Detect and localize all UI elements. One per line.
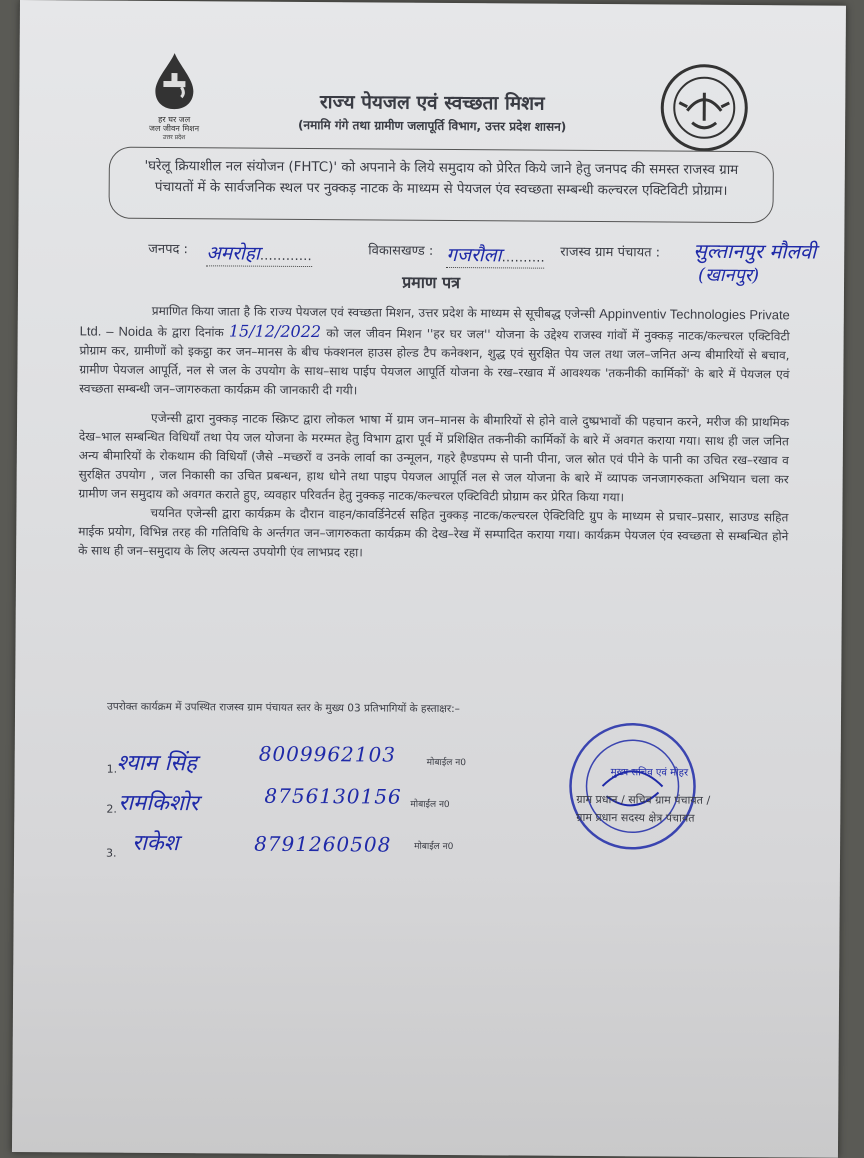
- page-title: राज्य पेयजल एवं स्वच्छता मिशन: [319, 91, 545, 115]
- participant-phone: 8009962103: [258, 741, 397, 767]
- paragraph-3: चयनित एजेन्सी द्वारा कार्यक्रम के दौरान वाहन/कावर्डिनेटर्स सहित नुक्कड़ नाटक/कल्चरल ऐक्टिविटि ग्रुप के माध्यम से प्रचार–प्रसार, साउण्ड सहित माईक प्रयोग, विभिन्न तरह की गतिविधि के अर्न्तगत जन–जागरुकता कार्यक्रम की देख–रेख में सम्पादित कराया गया। कार्यक्रम पेयजल एंव स्वच्छता से सम्बन्धित होने के साथ ही जन–समुदाय के लिए अत्यन्त उपयोगी एंव लाभप्रद रहा।: [78, 505, 789, 560]
- participant-signature: राकेश: [132, 830, 179, 857]
- certificate-page: [12, 0, 846, 1158]
- program-banner: 'घरेलू क्रियाशील नल संयोजन (FHTC)' को अपनाने के लिये समुदाय को प्रेरित किये जाने हेतु जनपद की समस्त राजस्व ग्राम पंचायतों में के सार्वजनिक स्थल पर नुक्कड़ नाटक के माध्यम से पेयजल एंव स्वच्छता सम्बन्धी कल्चरल एक्टिविटी प्रोग्राम।: [108, 147, 773, 224]
- participant-row: 1. श्याम सिंह 8009962103 मोबाईल न0: [106, 741, 467, 777]
- participant-signature: रामकिशोर: [118, 790, 199, 817]
- block-label: विकासखण्ड :: [368, 243, 434, 259]
- event-date: 15/12/2022: [228, 321, 322, 342]
- mobile-label: मोबाईल न0: [414, 841, 454, 853]
- signatory-line-2: ग्राम प्रधान सदस्य क्षेत्र पंचायत: [576, 810, 695, 825]
- stamp-sign: मुख्य सचिव एवं मोहर: [610, 767, 689, 779]
- participant-phone: 8756130156: [264, 783, 402, 809]
- logo-text-3: उत्तर प्रदेश: [162, 134, 186, 142]
- paragraph-2: एजेन्सी द्वारा नुक्कड़ नाटक स्क्रिप्ट द्वारा लोकल भाषा में ग्राम जन–मानस के बीमारियों से होने वाले दुष्प्रभावों की पहचान करने, मरीज की प्राथमिक देख–भाल सम्बन्धित विधियाँ तथा पेय जल योजना के मरम्मत हेतु विभाग द्वारा पूर्व में प्रशिक्षित तकनीकी कार्मिकों के बारे में अवगत कराया गया। साथ ही जल जनित अन्य बीमारियों के रोकथाम की विधियाँ (जैसे –मच्छरों व उनके लार्वा का उन्मूलन, गहरे हैण्डपम्प से पानी पीना, जल स्रोत एवं पीने के पानी का उचित रख–रखाव व सुरक्षित उपयोग , जल निकासी का उचित प्रबन्धन, हाथ धोने तथा पाइप पेयजल आपूर्ति नल से जल योजना के बारे में व्यापक जनजागरुकता अभियान चला कर ग्रामीण जन समुदाय को अवगत कराते हुए, व्यवहार परिवर्तन हेतु नुक्कड़ नाटक/कल्चरल एक्टिविटी प्रोग्राम कर प्रेरित किया गया।: [78, 410, 790, 505]
- participant-signature: श्याम सिंह: [116, 750, 197, 777]
- body-text: [78, 300, 790, 565]
- panchayat-stamp: [562, 716, 703, 857]
- participant-row: 2. रामकिशोर 8756130156 मोबाईल न0: [106, 783, 450, 817]
- participant-row: 3. राकेश 8791260508 मोबाईल न0: [20, 0, 846, 6]
- agency-name: Appinventiv Technologies Private Ltd. – Noida: [79, 306, 790, 339]
- logo-text-1: हर घर जल: [158, 114, 191, 125]
- panchayat-label: राजस्व ग्राम पंचायत :: [560, 244, 661, 261]
- panchayat-value: सुल्तानपुर मौलवी: [693, 238, 817, 264]
- paragraph-1: प्रमाणित किया जाता है कि राज्य पेयजल एवं स्वच्छता मिशन, उत्तर प्रदेश के माध्यम से सूचीबद्ध एजेन्सी Appinventiv Technologies Private Ltd. – Noida के द्वारा दिनांक 15/12/2022 को जल जीवन मिशन ''हर घर जल'' योजना के उद्देश्य राजस्व गांवों में नुक्कड़ नाटक/कल्चरल एक्टिविटी प्रोग्राम कर, ग्रामीणों को इकट्ठा कर जन–मानस के बीच फंक्शनल हाउस होल्ड टैप कनेक्शन, शुद्ध एवं सुरक्षित पेय जल तथा जल–जनित अन्य बीमारियों से बचाव, ग्रामीण पेयजल आपूर्ति, नल से जल के उपयोग के साथ–साथ पाईप पेयजल आपूर्ति योजना के रख–रखाव में आवश्यक 'तकनीकी कार्मिकों' के बारे में पेयजल एवं स्वच्छता सम्बन्धी जन–जागरुकता कार्यक्रम की जानकारी दी गयी।: [79, 303, 790, 398]
- logo-text-2: जल जीवन मिशन: [149, 123, 200, 134]
- block-underline: गजरौला……….: [446, 241, 545, 269]
- page-subtitle: (नमामि गंगे तथा ग्रामीण जलापूर्ति विभाग, उत्तर प्रदेश शासन): [297, 117, 567, 134]
- block-value: गजरौला: [446, 243, 502, 267]
- participants-intro: उपरोक्त कार्यक्रम में उपस्थित राजस्व ग्राम पंचायत स्तर के मुख्य 03 प्रतिभागियों के हस्ताक्षर:–: [107, 700, 460, 716]
- district-value: अमरोहा: [206, 242, 260, 265]
- district-underline: अमरोहा…………: [206, 239, 312, 267]
- participant-phone: 8791260508: [254, 831, 392, 857]
- district-label: जनपद :: [148, 241, 188, 258]
- panchayat-value-2: (खानपुर): [698, 264, 760, 287]
- mobile-label: मोबाईल न0: [410, 799, 450, 811]
- stamp-seal-icon: [562, 716, 703, 857]
- certificate-title: प्रमाण पत्र: [402, 272, 461, 293]
- mobile-label: मोबाईल न0: [426, 757, 467, 769]
- signatory-line-1: ग्राम प्रधान / सचिव ग्राम पंचायत /: [576, 792, 711, 807]
